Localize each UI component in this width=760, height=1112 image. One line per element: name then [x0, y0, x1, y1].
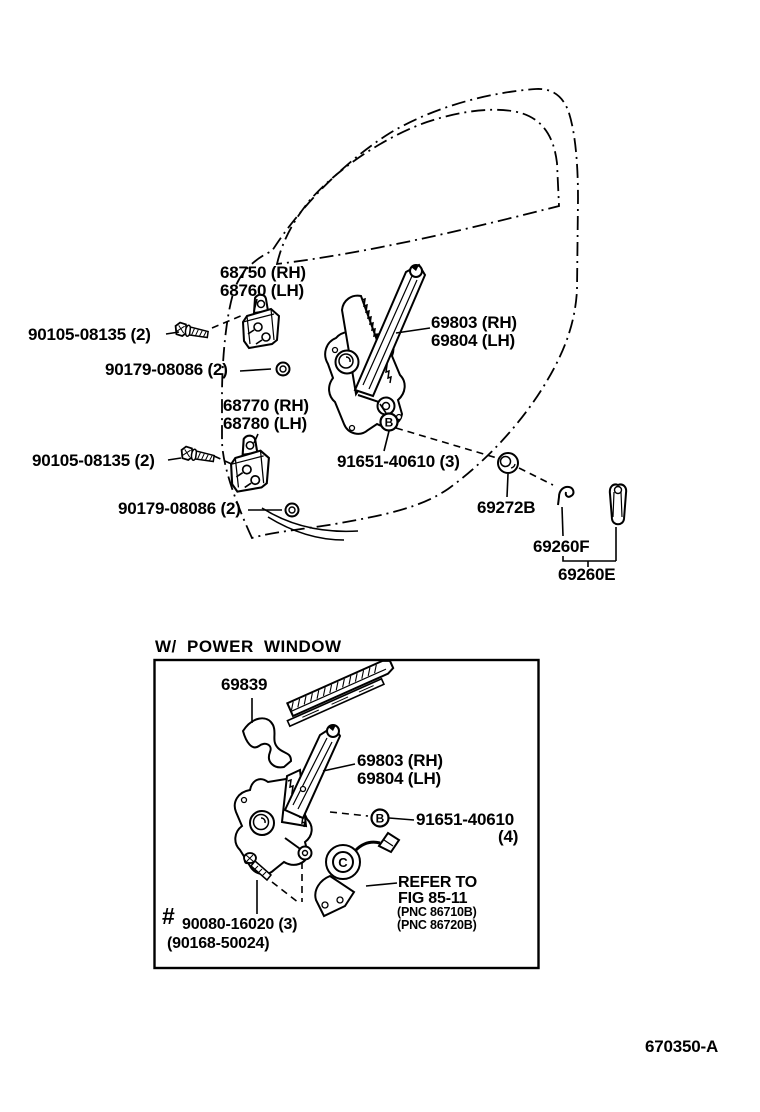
- marker-b-pw: [372, 810, 389, 827]
- callout-hinge-upper-line1: 68750 (RH): [220, 263, 306, 282]
- power-window-box-title: W/ POWER WINDOW: [155, 637, 342, 656]
- callout-pw-regulator-line1: 69803 (RH): [357, 751, 443, 770]
- marker-c: [333, 852, 353, 872]
- clip-69260e: [610, 484, 626, 524]
- marker-c-letter: C: [338, 855, 348, 870]
- marker-b-main-letter: B: [384, 415, 394, 430]
- pw-glass-channel: [281, 658, 398, 726]
- callout-regulator-line2: 69804 (LH): [431, 331, 515, 350]
- callout-pw-screw-line2: (4): [498, 827, 519, 846]
- window-regulator: [325, 264, 425, 433]
- callout-motor-ref-line4: (PNC 86720B): [397, 918, 477, 932]
- callout-clip-hook: 69260F: [533, 537, 590, 556]
- callout-pw-screw-line1: 91651-40610: [416, 810, 515, 829]
- callout-pw-regulator-line2: 69804 (LH): [357, 769, 441, 788]
- callout-hinge-upper-line2: 68760 (LH): [220, 281, 304, 300]
- callout-grommet: 69272B: [477, 498, 536, 517]
- callout-nut-lower: 90179-08086 (2): [118, 499, 241, 518]
- callout-pw-bolt-hash: #: [162, 903, 175, 929]
- callout-bolt-upper: 90105-08135 (2): [28, 325, 151, 344]
- marker-b-main: [381, 414, 398, 431]
- upper-hinge: [243, 295, 279, 348]
- pw-regulator: [235, 724, 340, 874]
- pw-motor: [315, 833, 399, 916]
- callout-pw-bolt-line2: (90168-50024): [167, 935, 270, 952]
- upper-hinge-nut: [277, 363, 290, 376]
- callout-motor-ref-line1: REFER TO: [398, 874, 478, 891]
- callout-clip-pin: 69260E: [558, 565, 616, 584]
- pw-guide-69839: [243, 718, 291, 767]
- clip-69260f: [558, 487, 573, 505]
- callout-pw-bolt-line1: 90080-16020 (3): [182, 916, 298, 933]
- grommet-69272b: [498, 453, 518, 473]
- callout-motor-ref-line3: (PNC 86710B): [397, 905, 477, 919]
- callout-motor-ref-line2: FIG 85-11: [398, 890, 468, 907]
- callout-guide-69839: 69839: [221, 675, 268, 694]
- lower-hinge-nut: [286, 504, 299, 517]
- door-corner-lines: [262, 508, 358, 540]
- callout-regulator-line1: 69803 (RH): [431, 313, 517, 332]
- callout-hinge-lower-line1: 68770 (RH): [223, 396, 309, 415]
- upper-hinge-bolt: [174, 322, 208, 339]
- figure-code: 670350-A: [645, 1037, 719, 1056]
- marker-b-pw-letter: B: [375, 811, 385, 826]
- callout-nut-upper: 90179-08086 (2): [105, 360, 228, 379]
- callout-screw-main: 91651-40610 (3): [337, 452, 460, 471]
- lower-hinge-bolt: [180, 446, 214, 463]
- callout-bolt-lower: 90105-08135 (2): [32, 451, 155, 470]
- lower-hinge: [231, 436, 269, 492]
- callout-hinge-lower-line2: 68780 (LH): [223, 414, 307, 433]
